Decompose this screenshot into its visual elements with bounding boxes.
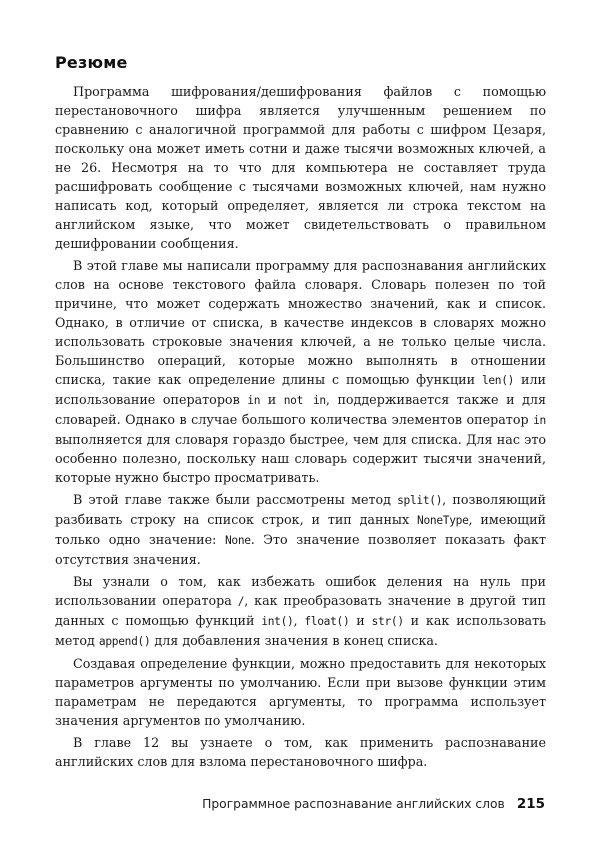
text-segment: , поддерживается также и для словарей. Однако в случае большого количества элементов оператор [55,392,546,427]
text-segment: и [349,613,372,628]
paragraph-2 [55,256,546,487]
paragraph-4 [55,572,546,651]
text-segment: Создавая определение функции, можно предоставить для некоторых параметров аргументы по умолчанию. Если при вызове функции этим параметрам не передаются аргументы, то программа использует значения аргументов по умолчанию. [55,656,546,728]
paragraph-5 [55,654,546,730]
running-footer-title: Программное распознавание английских слов [202,797,505,811]
paragraph-3 [55,490,546,569]
section-heading: Резюме [55,53,128,72]
text-segment: и как использовать метод [55,613,547,648]
text-segment: выполняется для словаря гораздо быстрее, чем для списка. Для нас это особенно полезно, поскольку наш словарь содержит тысячи значений, которые нужно быстро просматривать. [55,432,546,485]
text-segment: . Это значение позволяет показать факт отсутствия значения. [55,532,546,567]
inline-code: in [533,414,546,427]
paragraph-6 [55,733,546,771]
inline-code: None [224,534,251,547]
inline-code: in [247,394,261,407]
inline-code: len() [481,374,515,387]
text-segment: , имеющий только одно значение: [55,512,547,547]
inline-code: str() [371,615,404,628]
text-segment: В главе 12 вы узнаете о том, как применить распознавание английских слов для взлома перестановочного шифра. [55,735,546,769]
text-segment: В этой главе мы написали программу для распознавания английских слов на основе текстового файла словаря. Словарь полезен по той причине, что может содержать множество значений, как и список. Однако, в отличие от списка, в качестве индексов в словарях можно использовать строковые значения ключей, а не только целые числа. Большинство операций, которые можно выполнять в отношении списка, такие как определение длины с помощью функции [55,258,546,387]
inline-code: not in [283,394,326,407]
inline-code: NoneType [417,514,469,527]
section-body [55,82,546,774]
text-segment: и [260,392,284,407]
inline-code: int() [261,615,294,628]
text-segment: для добавления значения в конец списка. [150,633,438,648]
text-segment: или использование операторов [55,372,546,407]
text-segment: В этой главе также были рассмотрены метод [73,492,398,507]
text-segment: , [293,613,305,628]
page-footer [202,796,545,812]
text-segment: Программа шифрования/дешифрования файлов с помощью перестановочного шифра является улучшенным решением по сравнению с аналогичной программой для работы с шифром Цезаря, поскольку она может иметь сотни и даже тысячи возможных ключей, а не 26. Несмотря на то что для компьютера не составляет труда расшифровать сообщение с тысячами возможных ключей, нам нужно написать код, который определяет, является ли строка текстом на английском языке, что может свидетельствовать о правильном дешифровании сообщения. [55,84,546,251]
text-segment: Вы узнали о том, как избежать ошибок деления на нуль при использовании оператора [55,574,546,608]
inline-code: / [237,595,245,608]
inline-code: float() [304,615,350,628]
text-segment: , позволяющий разбивать строку на список строк, и тип данных [55,492,546,527]
text-segment: , как преобразовать значение в другой тип данных с помощью функций [55,593,546,628]
paragraph-1 [55,82,546,253]
inline-code: split() [397,494,443,507]
inline-code: append() [98,635,151,648]
page-number: 215 [516,796,545,812]
